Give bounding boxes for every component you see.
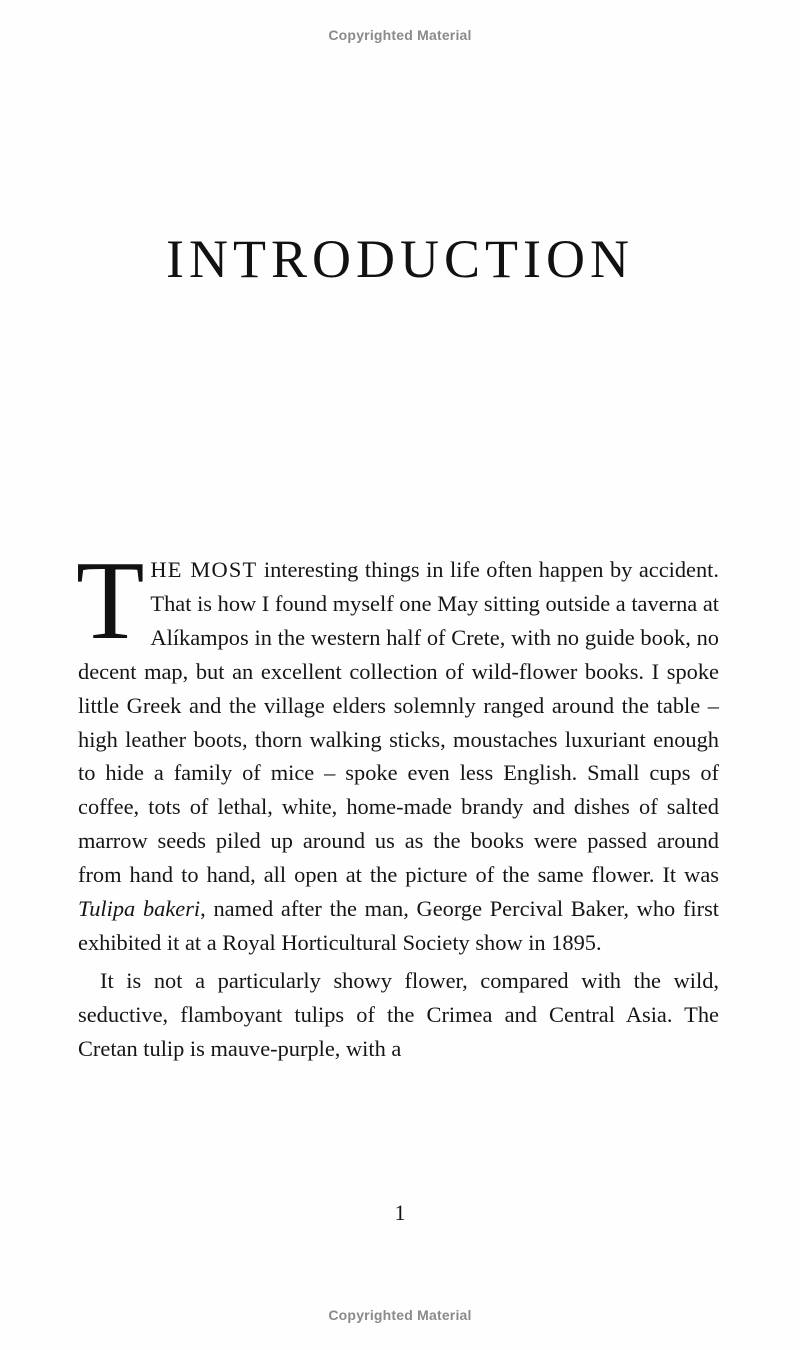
species-name: Tulipa bakeri — [78, 896, 201, 922]
drop-cap: T — [76, 539, 145, 663]
body-text — [76, 539, 720, 1066]
paragraph-1 — [76, 539, 720, 960]
watermark-bottom: Copyrighted Material — [328, 1307, 472, 1323]
chapter-title: INTRODUCTION — [166, 229, 634, 289]
paragraph-2: It is not a particularly showy flower, compared with the wild, seductive, flamboyant tulips of the Crimea and Central Asia. The Cretan tulip is mauve-purple, with a — [78, 967, 719, 1061]
watermark-top: Copyrighted Material — [328, 27, 472, 43]
paragraph-1-text-a: interesting things in life often happen by accident. That is how I found myself one May sitting outside a taverna at Alíkampos in the western half of Crete, with no guide book, no decent map, but an excellent collection of wild-flower books. I spoke little Greek and the village elders solemnly ranged around the table – high leather boots, thorn walking sticks, moustaches luxuriant enough to hide a family of mice – spoke even less English. Small cups of coffee, tots of lethal, white, home-made brandy and dishes of salted marrow seeds piled up around us as the books were passed around from hand to hand, all open at the picture of the same flower. It was — [78, 557, 719, 888]
lead-in-small-caps: HE MOST — [150, 557, 258, 582]
page-number: 1 — [394, 1200, 406, 1225]
paragraph-1-text-b: , named after the man, George Percival Baker, who first exhibited it at a Royal Horticultural Society show in 1895. — [78, 896, 720, 955]
